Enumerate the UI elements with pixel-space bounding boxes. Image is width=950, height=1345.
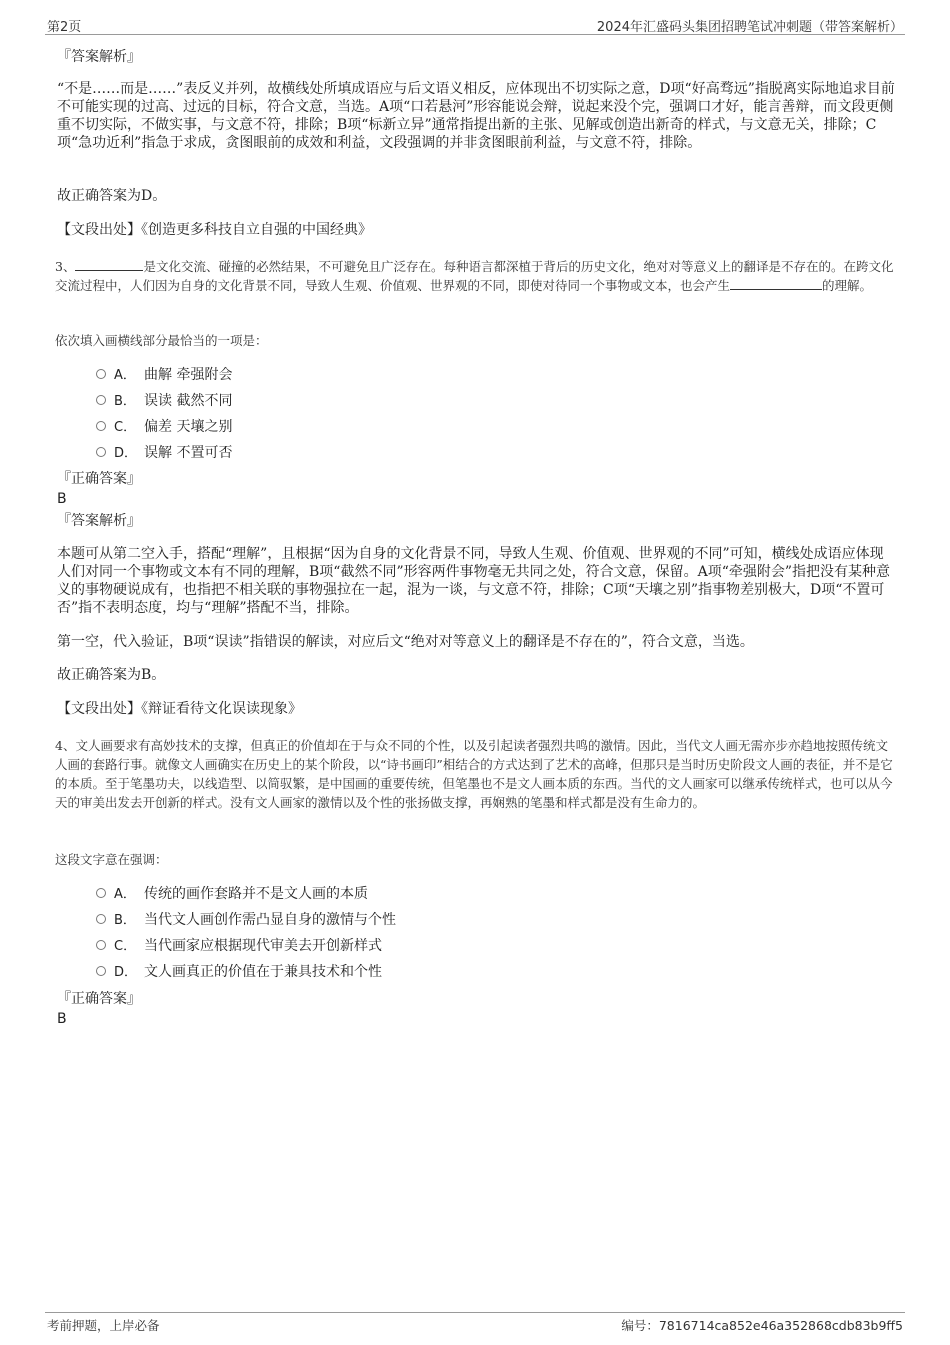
q3-analysis-text-1: 本题可从第二空入手，搭配“理解”，且根据“因为自身的文化背景不同，导致人生观、价值观、世界观的不同”可知，横线处成语应体现人们对同一个事物或文本有不同的理解，B项“截然不同”形容两件事物毫无共同之处，符合文意，保留。A项“牵强附会”指把没有某种意义的事物硬说成有，也指把不相关联的事物强拉在一起，混为一谈，与文意不符，排除；C项“天壤之别”指事物差别极大，D项“不置可否”指不表明态度，均与“理解”搭配不当，排除。 xyxy=(57,546,891,616)
q2-conclusion: 故正确答案为D。 xyxy=(57,188,167,204)
q3-conclusion: 故正确答案为B。 xyxy=(57,667,166,683)
q4-option-b[interactable]: B． 当代文人画创作需凸显自身的激情与个性 xyxy=(96,910,396,930)
footer-slogan: 考前押题，上岸必备 xyxy=(47,1318,160,1333)
radio-icon[interactable] xyxy=(96,421,106,431)
page-number: 第2页 xyxy=(47,20,82,35)
q3-blank-1 xyxy=(75,258,143,271)
q4-option-d[interactable]: D． 文人画真正的价值在于兼具技术和个性 xyxy=(96,962,382,982)
radio-icon[interactable] xyxy=(96,888,106,898)
q3-option-c[interactable]: C． 偏差 天壤之别 xyxy=(96,417,232,437)
q4-option-c[interactable]: C． 当代画家应根据现代审美去开创新样式 xyxy=(96,936,382,956)
radio-icon[interactable] xyxy=(96,447,106,457)
radio-icon[interactable] xyxy=(96,914,106,924)
q3-blank-2 xyxy=(730,277,822,290)
q3-correct-label: 『正确答案』 xyxy=(57,471,141,487)
source-label: 【文段出处】 xyxy=(57,222,141,238)
q3-analysis-label: 『答案解析』 xyxy=(57,513,141,529)
q4-prompt: 这段文字意在强调： xyxy=(55,852,168,867)
q3-option-a[interactable]: A． 曲解 牵强附会 xyxy=(96,365,232,385)
q3-answer: B xyxy=(57,491,67,507)
q4-option-a[interactable]: A． 传统的画作套路并不是文人画的本质 xyxy=(96,884,368,904)
q4-correct-label: 『正确答案』 xyxy=(57,991,141,1007)
radio-icon[interactable] xyxy=(96,940,106,950)
q3-option-b[interactable]: B． 误读 截然不同 xyxy=(96,391,232,411)
document-title: 2024年汇盛码头集团招聘笔试冲刺题（带答案解析） xyxy=(596,20,903,35)
page-footer xyxy=(45,1312,905,1335)
q3-analysis-text-2: 第一空，代入验证，B项“误读”指错误的解读，对应后文“绝对对等意义上的翻译是不存在的”，符合文意，当选。 xyxy=(57,634,754,650)
q3-number: 3、 xyxy=(55,259,76,274)
page-header xyxy=(45,14,905,35)
document-code: 编号：7816714ca852e46a352868cdb83b9ff5 xyxy=(621,1318,903,1333)
q4-stem: 4、文人画要求有高妙技术的支撑，但真正的价值却在于与众不同的个性，以及引起读者强烈共鸣的激情。因此，当代文人画无需亦步亦趋地按照传统文人画的套路行事。就像文人画确实在历史上的某个阶段，以“诗书画印”相结合的方式达到了艺术的高峰，但那只是当时历史阶段文人画的表征，并不是它的本质。至于笔墨功夫，以线造型、以简驭繁，是中国画的重要传统，但笔墨也不是文人画本质的东西。当代的文人画家可以继承传统样式，也可以从今天的审美出发去开创新的样式。没有文人画家的激情以及个性的张扬做支撑，再娴熟的笔墨和样式都是没有生命力的。 xyxy=(55,738,893,810)
q3-stem-part1: 是文化交流、碰撞的必然结果，不可避免且广泛存在。每种语言都深植于背后的历史文化，绝对对等意义上的翻译是不存在的。在跨文化交流过程中，人们因为自身的文化背景不同，导致人生观、价值观、世界观的不同，即使对待同一个事物或文本，也会产生 xyxy=(55,259,894,293)
q3-option-d[interactable]: D． 误解 不置可否 xyxy=(96,443,232,463)
source-label: 【文段出处】 xyxy=(57,701,141,717)
q2-source-title: 《创造更多科技自立自强的中国经典》 xyxy=(141,222,372,238)
q2-analysis-text: “不是……而是……”表反义并列，故横线处所填成语应与后文语义相反，应体现出不切实际之意，D项“好高骛远”指脱离实际地追求目前不可能实现的过高、过远的目标，符合文意，当选。A项“口若悬河”形容能说会辩，说起来没个完，强调口才好，能言善辩，而文段更侧重不切实际，不做实事，与文意不符，排除；B项“标新立异”通常指提出新的主张、见解或创造出新奇的样式，与文意无关，排除；C项“急功近利”指急于求成，贪图眼前的成效和利益，文段强调的并非贪图眼前利益，与文意不符，排除。 xyxy=(57,81,895,151)
radio-icon[interactable] xyxy=(96,369,106,379)
q3-stem xyxy=(55,257,900,295)
radio-icon[interactable] xyxy=(96,395,106,405)
q4-answer: B xyxy=(57,1011,67,1027)
q3-stem-part2: 的理解。 xyxy=(822,278,873,293)
radio-icon[interactable] xyxy=(96,966,106,976)
q3-source xyxy=(57,700,897,718)
q2-analysis-label: 『答案解析』 xyxy=(57,49,141,65)
q2-source xyxy=(57,221,897,239)
q3-source-title: 《辩证看待文化误读现象》 xyxy=(141,701,302,717)
q3-prompt: 依次填入画横线部分最恰当的一项是： xyxy=(55,333,268,348)
